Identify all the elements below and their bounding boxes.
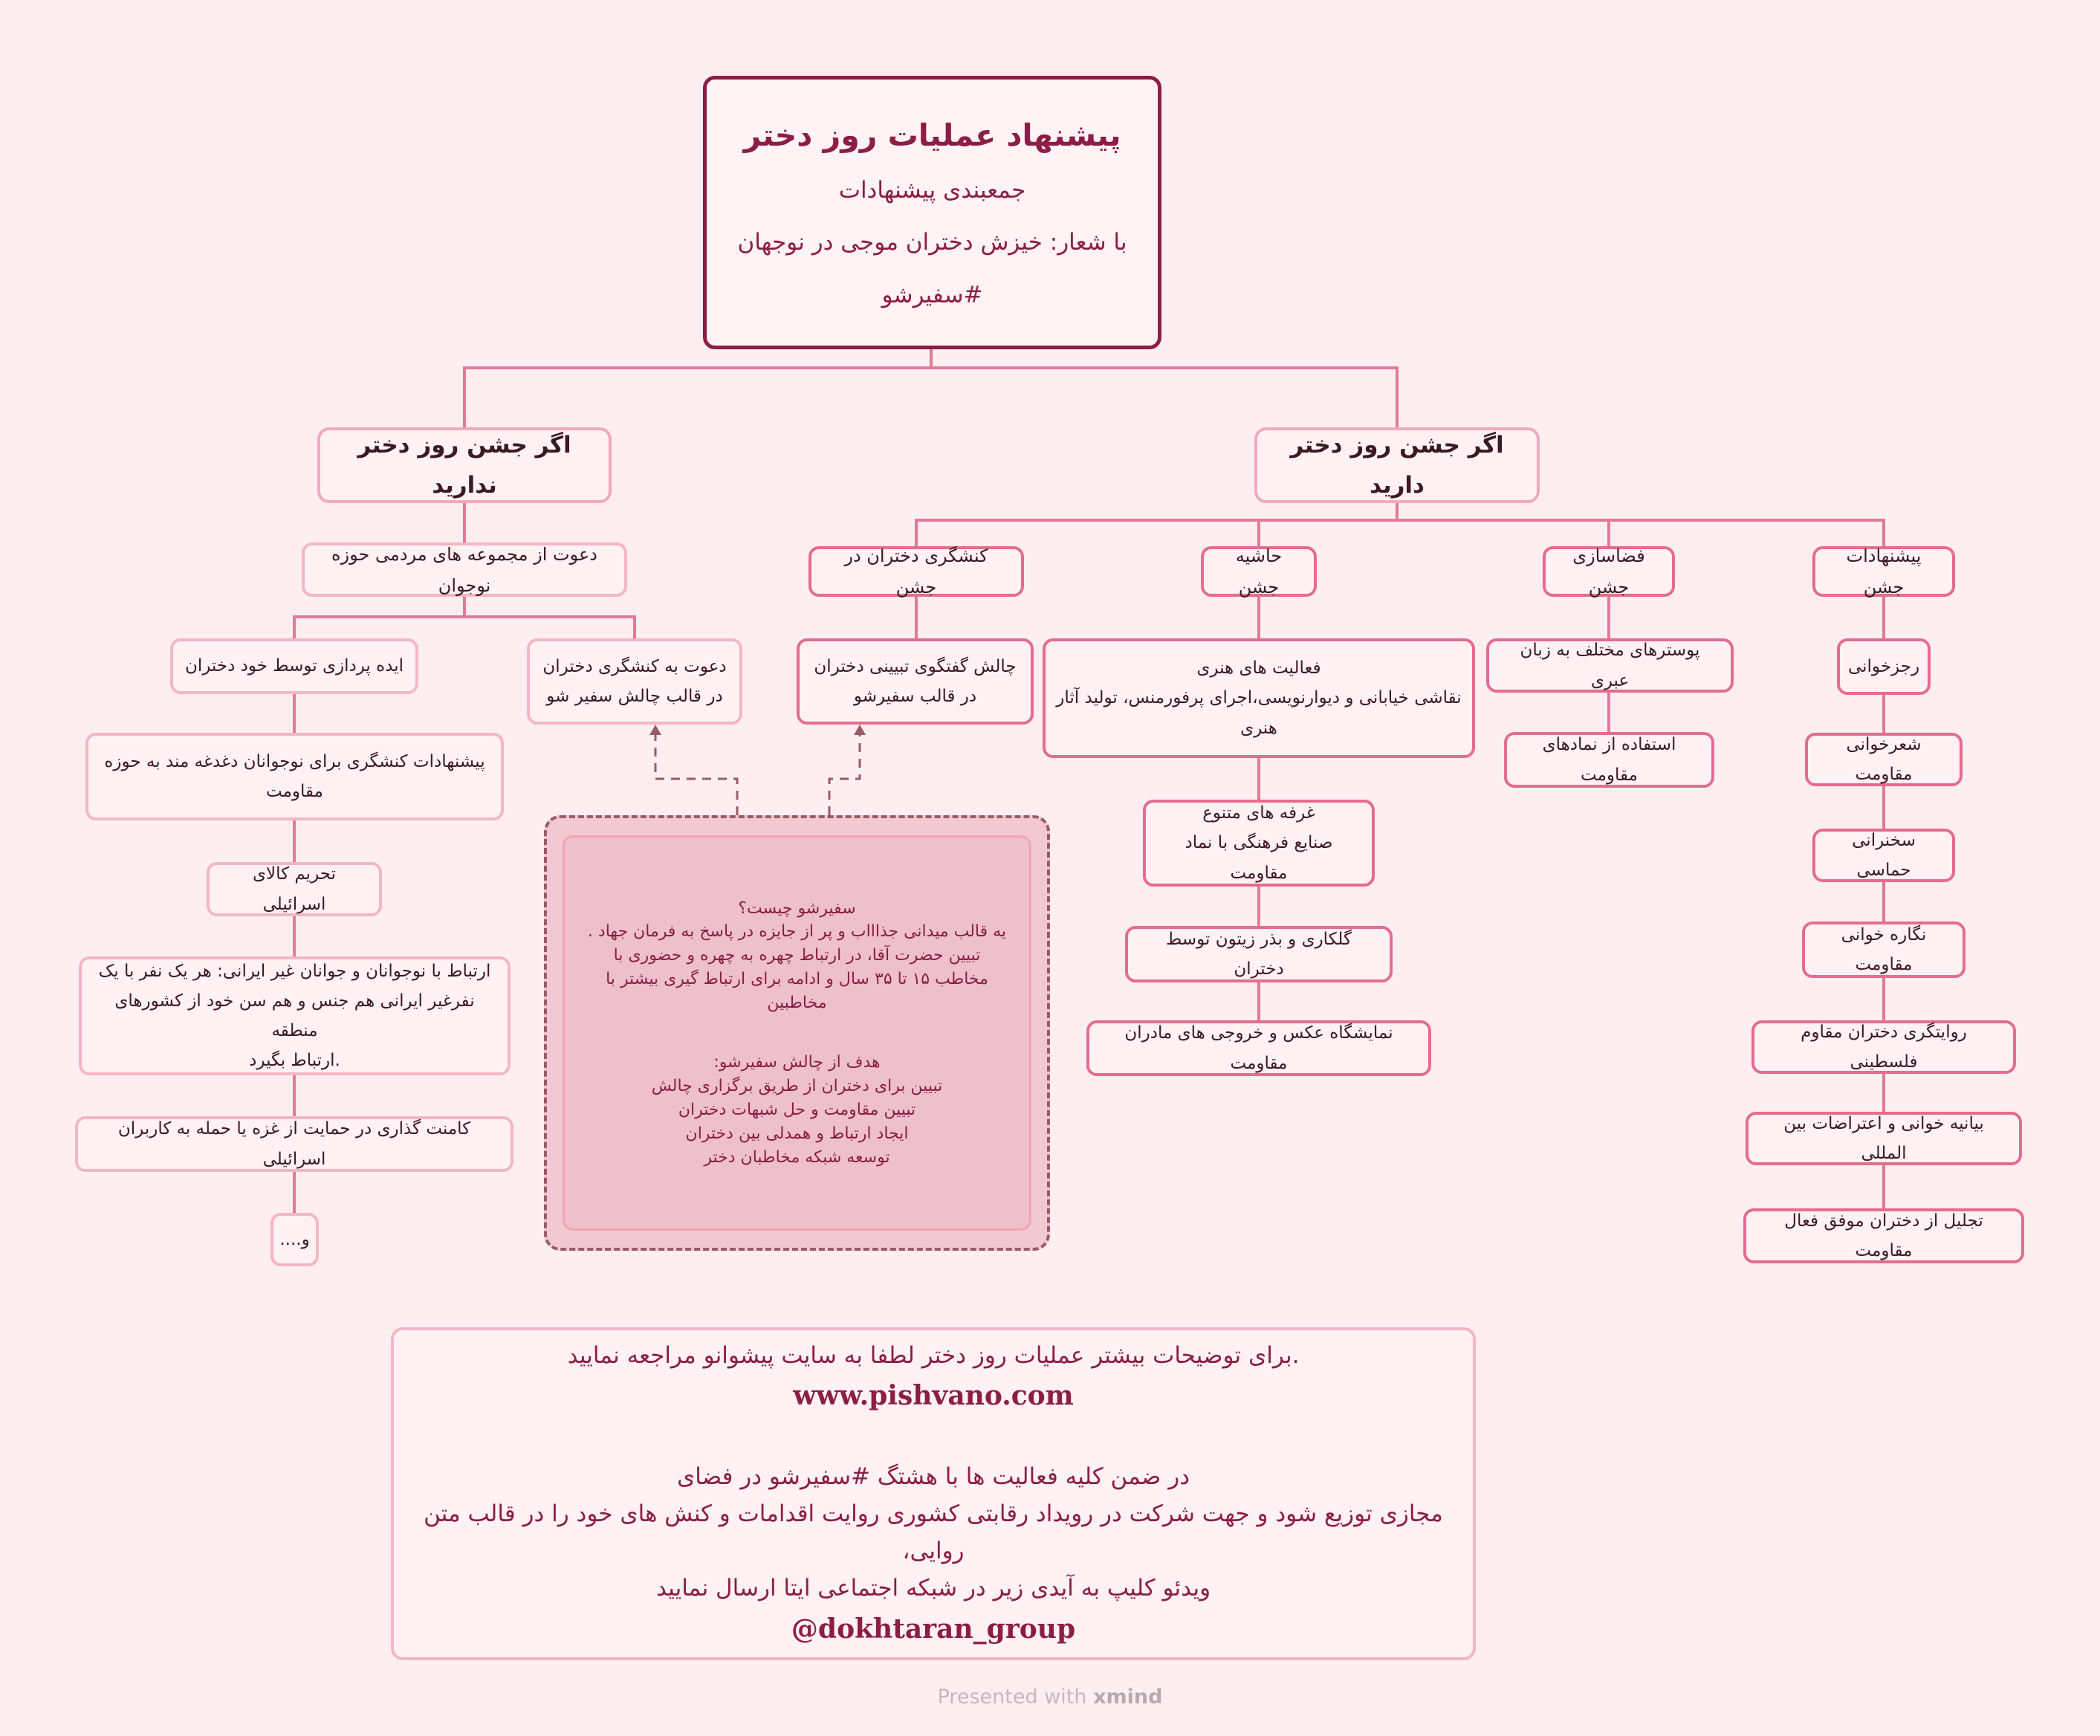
topic-girls-activism[interactable]	[808, 546, 1024, 597]
topic-label: حاشیه جشن	[1235, 545, 1283, 597]
sideline-art-activities[interactable]	[1043, 638, 1475, 758]
contact-foreign-youth[interactable]	[79, 956, 511, 1075]
branch-has-celebration[interactable]	[1254, 427, 1540, 503]
summary-goal: توسعه شبکه مخاطبان دختر	[704, 1147, 890, 1167]
art-title: فعالیت های هنری	[1196, 658, 1321, 678]
watermark-prefix: Presented with	[937, 1685, 1087, 1709]
proposal-item[interactable]: نگاره خوانی مقاومت	[1802, 922, 1965, 978]
challenge-line-1: چالش گفتگوی تبیینی دختران	[814, 656, 1017, 676]
booth-line-2: صنایع فرهنگی با نماد مقاومت	[1185, 833, 1333, 883]
activism-dialogue-challenge[interactable]	[797, 638, 1034, 725]
branch-no-celebration-label: اگر جشن روز دختر ندارید	[357, 431, 571, 499]
topic-sideline[interactable]	[1201, 546, 1317, 597]
contact-line-1: ارتباط با نوجوانان و جوانان غیر ایرانی: هر یک نفر با یک	[98, 961, 491, 981]
topic-celebration-proposals[interactable]	[1812, 546, 1955, 597]
topic-label: پیشنهادات جشن	[1846, 545, 1922, 597]
art-line-1: نقاشی خیابانی و دیوارنویسی،اجرای پرفورمنس، تولید آثار	[1056, 688, 1462, 708]
footer-line-1: .برای توضیحات بیشتر عملیات روز دختر لطفا به سایت پیشوانو مراجعه نمایید	[567, 1342, 1300, 1370]
proposal-item[interactable]: روایتگری دختران مقاوم فلسطینی	[1751, 1020, 2016, 1074]
root-title: پیشنهاد عملیات روز دختر	[743, 117, 1121, 153]
contact-line-3: .ارتباط بگیرد	[249, 1051, 340, 1071]
safirsho-summary[interactable]	[544, 815, 1050, 1251]
safirsho-summary-body	[563, 835, 1031, 1231]
root-hashtag: #سفیرشو	[881, 281, 983, 308]
etc-item[interactable]: و....	[270, 1213, 319, 1266]
activism-suggestions[interactable]	[85, 733, 504, 820]
summary-question-1: سفیرشو چیست؟	[738, 898, 856, 918]
proposal-item[interactable]: سخنرانی حماسی	[1812, 829, 1955, 882]
footer-line-3: مجازی توزیع شود و جهت شرکت در رویداد رقابتی کشوری روایت اقدامات و کنش های خود را در قالب متن روایی،	[424, 1500, 1443, 1565]
root-slogan: با شعار: خیزش دختران موجی در نوجهان	[737, 229, 1127, 256]
topic-invite-youth-groups[interactable]: دعوت از مجموعه های مردمی حوزه نوجوان	[302, 542, 627, 597]
topic-label: کنشگری دختران در جشن	[844, 545, 988, 597]
website-link[interactable]: www.pishvano.com	[793, 1380, 1074, 1412]
presented-with-watermark	[0, 1685, 2100, 1709]
contact-line-2: نفرغیر ایرانی هم جنس و هم سن خود از کشورهای منطقه	[114, 991, 475, 1040]
xmind-logo: xmind	[1093, 1685, 1163, 1709]
summary-question-2: هدف از چالش سفیرشو:	[713, 1053, 881, 1072]
invite-activism-challenge[interactable]	[527, 638, 742, 725]
summary-answer-line-3: مخاطب ۱۵ تا ۳۵ سال و ادامه برای ارتباط گیری بیشتر با	[606, 970, 988, 989]
branch-no-celebration[interactable]	[317, 427, 612, 503]
decoration-item[interactable]: استفاده از نمادهای مقاومت	[1504, 732, 1714, 788]
summary-goal: تبیین برای دختران از طریق برگزاری چالش	[651, 1076, 943, 1095]
root-topic[interactable]	[703, 76, 1161, 349]
suggest-line-2: مقاومت	[266, 782, 323, 801]
root-subtitle: جمعبندی پیشنهادات	[838, 176, 1026, 204]
topic-label: فضاسازی جشن	[1572, 545, 1645, 597]
ideation-by-girls[interactable]: ایده پردازی توسط خود دختران	[170, 638, 418, 694]
booth-line-1: غرفه های متنوع	[1202, 803, 1315, 823]
summary-answer-line-1: یه قالب میدانی جذاااب و پر از جایزه در پاسخ به فرمان جهاد .	[587, 922, 1007, 942]
footer-note	[391, 1327, 1476, 1660]
summary-answer-line-2: تبیین حضرت آقا، در ارتباط چهره به چهره و حضوری با	[613, 946, 981, 965]
invite-activism-line-1: دعوت به کنشگری دختران	[542, 656, 727, 676]
proposal-item[interactable]: تجلیل از دختران موفق فعال مقاومت	[1743, 1208, 2024, 1263]
invite-activism-line-2: در قالب چالش سفیر شو	[546, 687, 723, 706]
footer-line-4: ویدئو کلیپ به آیدی زیر در شبکه اجتماعی ایتا ارسال نمایید	[655, 1575, 1211, 1602]
sideline-exhibition[interactable]: نمایشگاه عکس و خروجی های مادران مقاومت	[1086, 1020, 1431, 1076]
eitaa-handle-link[interactable]: @dokhtaran_group	[791, 1613, 1076, 1645]
proposal-item[interactable]: شعرخوانی مقاومت	[1805, 733, 1963, 786]
footer-line-2: در ضمن کلیه فعالیت ها با هشتگ #سفیرشو در فضای	[677, 1463, 1190, 1490]
art-line-2: هنری	[1240, 718, 1277, 738]
sideline-booths[interactable]	[1143, 800, 1375, 887]
comment-support-gaza[interactable]: کامنت گذاری در حمایت از غزه یا حمله به کاربران اسرائیلی	[75, 1116, 513, 1172]
proposal-item[interactable]: رجزخوانی	[1837, 638, 1931, 695]
summary-goal: ایجاد ارتباط و همدلی بین دختران	[685, 1124, 909, 1143]
boycott-israeli-goods[interactable]: تحریم کالای اسرائیلی	[207, 862, 382, 916]
proposal-item[interactable]: بیانیه خوانی و اعتراضات بین المللی	[1746, 1112, 2022, 1165]
branch-has-celebration-label: اگر جشن روز دختر دارید	[1290, 431, 1504, 499]
topic-decoration[interactable]	[1543, 546, 1675, 597]
summary-answer-line-4: مخاطبین	[767, 994, 827, 1013]
challenge-line-2: در قالب سفیرشو	[853, 687, 977, 706]
summary-goal: تبیین مقاومت و حل شبهات دختران	[678, 1100, 916, 1119]
decoration-item[interactable]: پوسترهای مختلف به زبان عبری	[1486, 638, 1734, 693]
suggest-line-1: پیشنهادات کنشگری برای نوجوانان دغدغه مند به حوزه	[104, 751, 485, 771]
sideline-planting[interactable]: گلکاری و بذر زیتون توسط دختران	[1125, 926, 1393, 982]
